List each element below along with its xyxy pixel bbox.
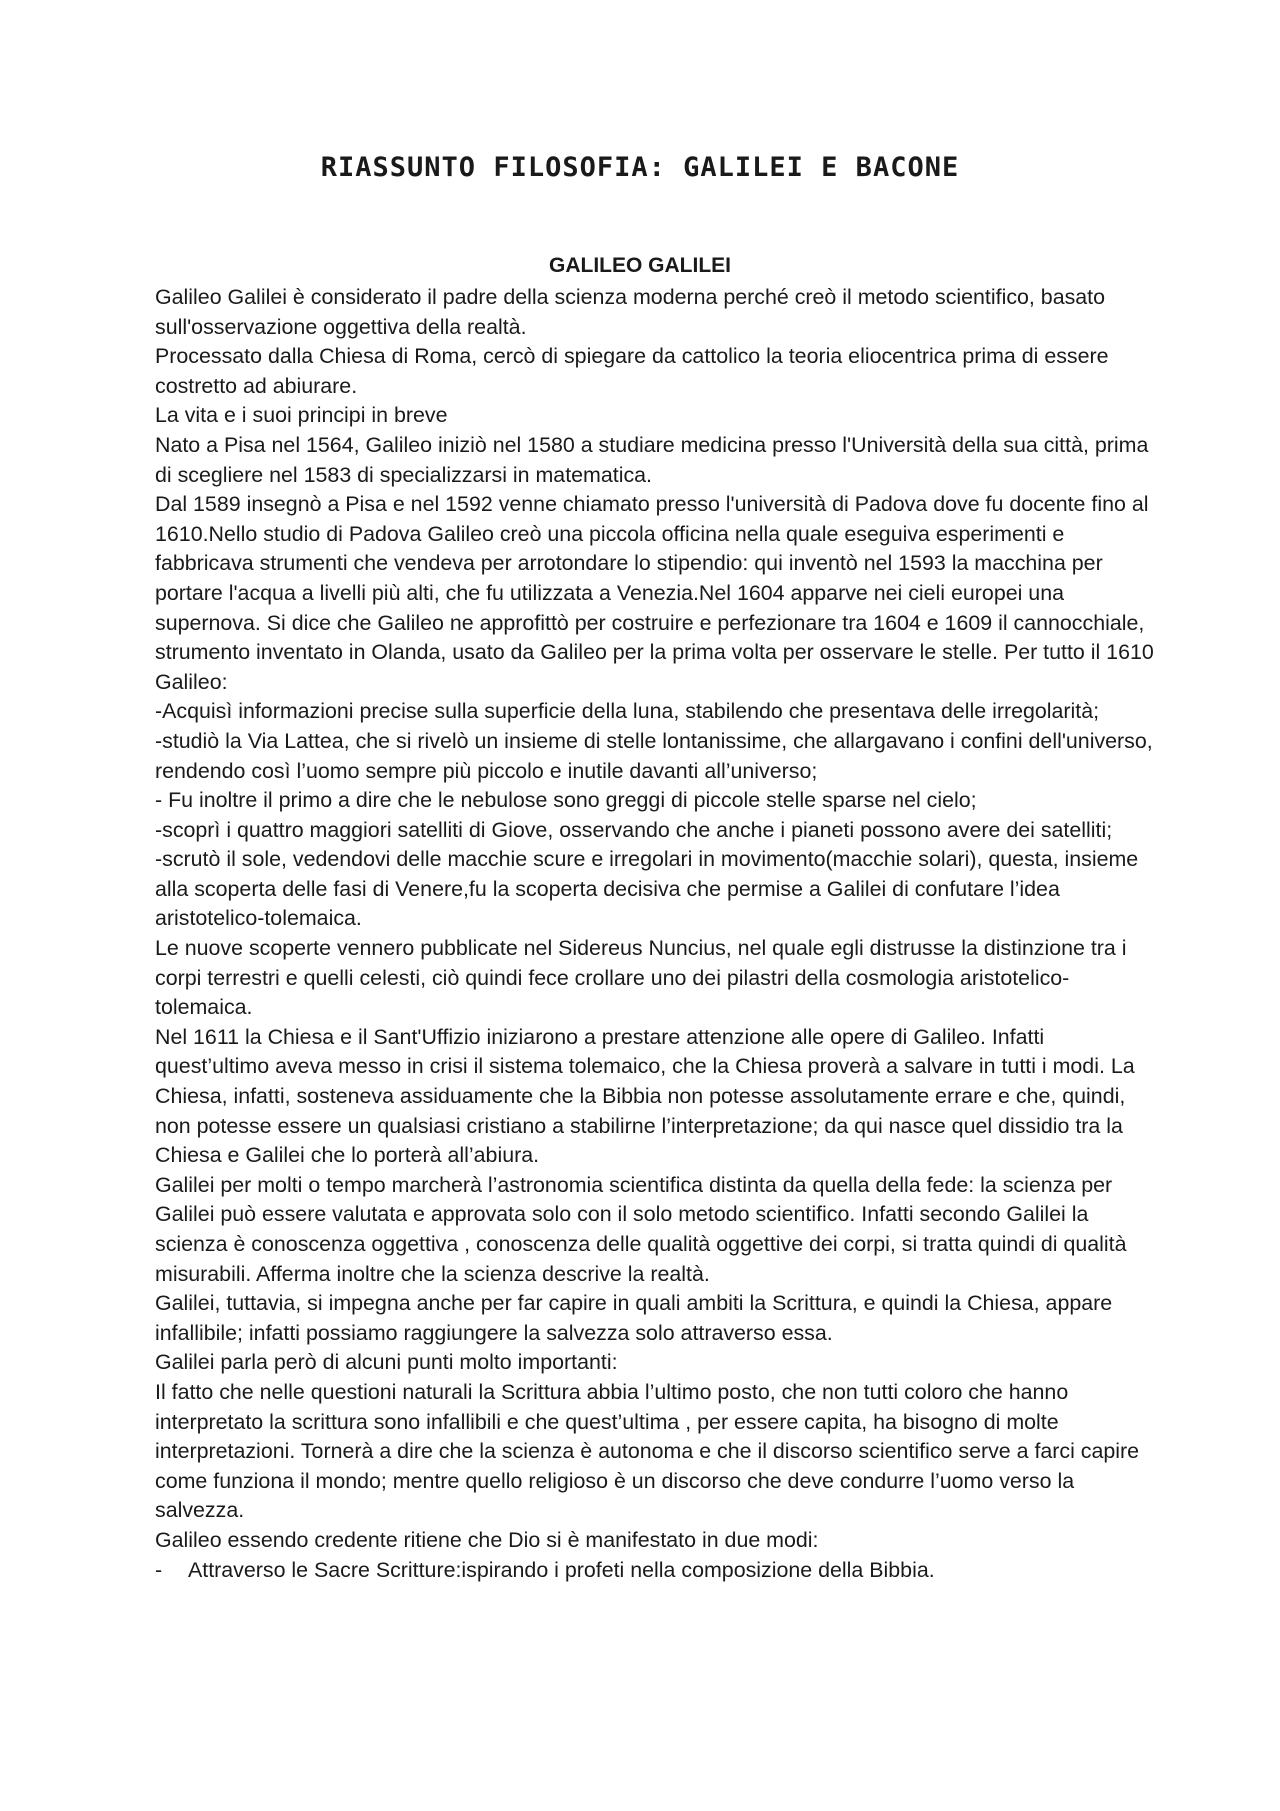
- paragraph: Processato dalla Chiesa di Roma, cercò di spiegare da cattolico la teoria eliocentrica prima di essere costretto ad abiurare.: [155, 344, 1109, 398]
- paragraph: Galileo essendo credente ritiene che Dio si è manifestato in due modi:: [155, 1527, 819, 1552]
- bullet-text: Attraverso le Sacre Scritture:ispirando i profeti nella composizione della Bibbia.: [188, 1557, 935, 1582]
- section-heading: GALILEO GALILEI: [549, 254, 731, 277]
- paragraph: Nato a Pisa nel 1564, Galileo iniziò nel 1580 a studiare medicina presso l'Università della sua città, prima di scegliere nel 1583 di specializzarsi in matematica.: [155, 432, 1149, 487]
- paragraph: Galilei per molti o tempo marcherà l’astronomia scientifica distinta da quella della fede: la scienza per Galilei può essere valutata e approvata solo con il solo metodo scientifico. Infatti secondo Galilei la scienza è conoscenza oggettiva , conoscenza delle qualità oggettive dei corpi, si tratta quindi di qualità misurabili. Afferma inoltre che la scienza descrive la realtà.: [155, 1172, 1127, 1286]
- bullet-item: [155, 1556, 1155, 1586]
- list-item: -Acquisì informazioni precise sulla superficie della luna, stabilendo che presentava delle irregolarità;: [155, 699, 1100, 724]
- list-item: -studiò la Via Lattea, che si rivelò un insieme di stelle lontanissime, che allargavano i confini dell'universo, rendendo così l’uomo sempre più piccolo e inutile davanti all’universo;: [155, 728, 1153, 783]
- paragraph: Le nuove scoperte vennero pubblicate nel Sidereus Nuncius, nel quale egli distrusse la distinzione tra i corpi terrestri e quelli celesti, ciò quindi fece crollare uno dei pilastri della cosmologia aristotelico-tolemaica.: [155, 936, 1127, 1020]
- document-body: [155, 283, 1155, 1585]
- document-title: RIASSUNTO FILOSOFIA: GALILEI E BACONE: [320, 152, 960, 183]
- paragraph: Il fatto che nelle questioni naturali la Scrittura abbia l’ultimo posto, che non tutti coloro che hanno interpretato la scrittura sono infallibili e che quest’ultima , per essere capita, ha bisogno di molte interpretazioni. Tornerà a dire che la scienza è autonoma e che il discorso scientifico serve a farci capire come funziona il mondo; mentre quello religioso è un discorso che deve condurre l’uomo verso la salvezza.: [155, 1379, 1140, 1523]
- paragraph: La vita e i suoi principi in breve: [155, 403, 448, 428]
- paragraph: Dal 1589 insegnò a Pisa e nel 1592 venne chiamato presso l'università di Padova dove fu docente fino al 1610.Nello studio di Padova Galileo creò una piccola officina nella quale eseguiva esperimenti e fabbricava strumenti che vendeva per arrotondare lo stipendio: qui inventò nel 1593 la macchina per portare l'acqua a livelli più alti, che fu utilizzata a Venezia.Nel 1604 apparve nei cieli europei una supernova. Si dice che Galileo ne approfittò per costruire e perfezionare tra 1604 e 1609 il cannocchiale, strumento inventato in Olanda, usato da Galileo per la prima volta per osservare le stelle. Per tutto il 1610 Galileo:: [155, 492, 1154, 694]
- paragraph: Nel 1611 la Chiesa e il Sant'Uffizio iniziarono a prestare attenzione alle opere di Galileo. Infatti quest’ultimo aveva messo in crisi il sistema tolemaico, che la Chiesa proverà a salvare in tutti i modi. La Chiesa, infatti, sosteneva assiduamente che la Bibbia non potesse assolutamente errare e che, quindi, non potesse essere un qualsiasi cristiano a stabilirne l’interpretazione; da qui nasce quel dissidio tra la Chiesa e Galilei che lo porterà all’abiura.: [155, 1024, 1135, 1168]
- list-item: -scoprì i quattro maggiori satelliti di Giove, osservando che anche i pianeti possono avere dei satelliti;: [155, 817, 1113, 842]
- paragraph: Galilei, tuttavia, si impegna anche per far capire in quali ambiti la Scrittura, e quindi la Chiesa, appare infallibile; infatti possiamo raggiungere la salvezza solo attraverso essa.: [155, 1291, 1113, 1345]
- list-item: - Fu inoltre il primo a dire che le nebulose sono greggi di piccole stelle sparse nel cielo;: [155, 788, 977, 813]
- list-item: -scrutò il sole, vedendovi delle macchie scure e irregolari in movimento(macchie solari), questa, insieme alla scoperta delle fasi di Venere,fu la scoperta decisiva che permise a Galilei di confutare l’idea aristotelico-tolemaica.: [155, 847, 1139, 931]
- bullet-dash: -: [155, 1557, 163, 1582]
- paragraph: Galileo Galilei è considerato il padre della scienza moderna perché creò il metodo scientifico, basato sull'osservazione oggettiva della realtà.: [155, 285, 1106, 339]
- paragraph: Galilei parla però di alcuni punti molto importanti:: [155, 1350, 618, 1375]
